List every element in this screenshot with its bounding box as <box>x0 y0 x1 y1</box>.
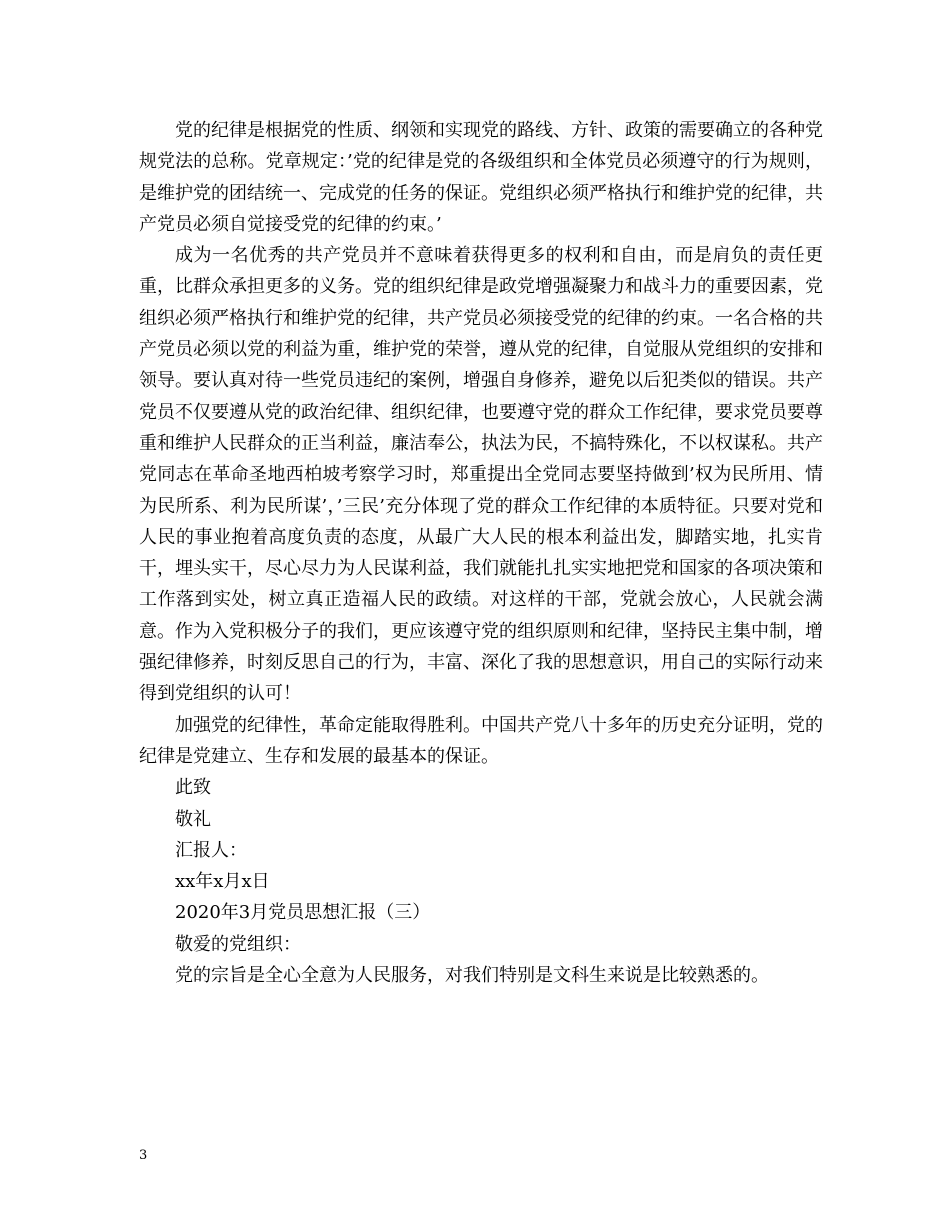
paragraph-strengthen-discipline: 加强党的纪律性，革命定能取得胜利。中国共产党八十多年的历史充分证明，党的纪律是党建立、生存和发展的最基本的保证。 <box>139 714 823 767</box>
reporter-label: 汇报人： <box>175 839 247 861</box>
paragraph-party-discipline-definition: 党的纪律是根据党的性质、纲领和实现党的路线、方针、政策的需要确立的各种党规党法的总称。党章规定：’党的纪律是党的各级组织和全体党员必须遵守的行为规则，是维护党的团结统一、完成党的任务的保证。党组织必须严格执行和维护党的纪律，共产党员必须自觉接受党的纪律的约束。’ <box>139 120 823 235</box>
next-report-first-line: 党的宗旨是全心全意为人民服务，对我们特别是文科生来说是比较熟悉的。 <box>175 965 769 987</box>
report-date: xx年x月x日 <box>175 871 270 893</box>
next-report-greeting: 敬爱的党组织： <box>175 933 301 955</box>
page-number: 3 <box>139 1148 148 1163</box>
document-body <box>139 115 823 991</box>
closing-salutation: 此致 <box>175 777 211 799</box>
next-report-title: 2020年3月党员思想汇报（三） <box>175 902 431 924</box>
paragraph-excellent-party-member: 成为一名优秀的共产党员并不意味着获得更多的权利和自由，而是肩负的责任更重，比群众承担更多的义务。党的组织纪律是政党增强凝聚力和战斗力的重要因素，党组织必须严格执行和维护党的纪律，共产党员必须接受党的纪律的约束。一名合格的共产党员必须以党的利益为重，维护党的荣誉，遵从党的纪律，自觉服从党组织的安排和领导。要认真对待一些党员违纪的案例，增强自身修养，避免以后犯类似的错误。共产党员不仅要遵从党的政治纪律、组织纪律，也要遵守党的群众工作纪律，要求党员要尊重和维护人民群众的正当利益，廉洁奉公，执法为民，不搞特殊化，不以权谋私。共产党同志在革命圣地西柏坡考察学习时，郑重提出全党同志要坚持做到’权为民所用、情为民所系、利为民所谋’，’三民’充分体现了党的群众工作纪律的本质特征。只要对党和人民的事业抱着高度负责的态度，从最广大人民的根本利益出发，脚踏实地，扎实肯干，埋头实干，尽心尽力为人民谋利益，我们就能扎扎实实地把党和国家的各项决策和工作落到实处，树立真正造福人民的政绩。对这样的干部，党就会放心，人民就会满意。作为入党积极分子的我们，更应该遵守党的组织原则和纪律，坚持民主集中制，增强纪律修养，时刻反思自己的行为，丰富、深化了我的思想意识，用自己的实际行动来得到党组织的认可！ <box>139 245 823 705</box>
closing-regards: 敬礼 <box>175 808 211 830</box>
